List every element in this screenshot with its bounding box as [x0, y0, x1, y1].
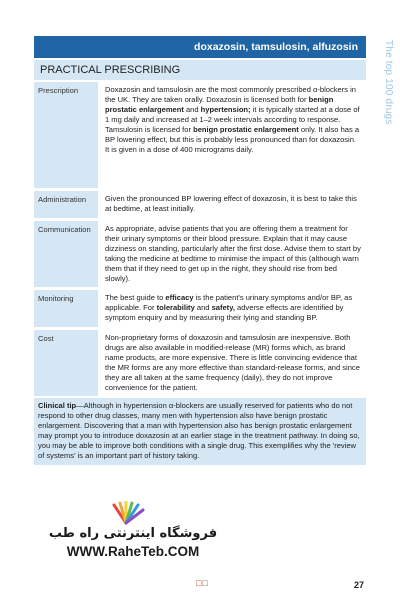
row-content: Given the pronounced BP lowering effect of doxazosin, it is best to take this at bedtime, at least initially.: [101, 191, 366, 218]
row-content: Doxazosin and tamsulosin are the most commonly prescribed α-blockers in the UK. They are taken orally. Doxazosin is licensed both for benign prostatic enlargement and hypertension; it is typically started at a dose of 1 mg daily and increased at 1–2 week intervals according to response. Tamsulosin is licensed for benign prostatic enlargement only. It also has a BP lowering effect, but this is probably less pronounced than for doxazosin. It is given in a dose of 400 micrograms daily.: [101, 82, 366, 188]
row-monitoring: [34, 290, 366, 327]
drug-header: doxazosin, tamsulosin, alfuzosin: [34, 36, 366, 58]
row-label: Administration: [34, 191, 98, 218]
side-running-title: The top 100 drugs: [383, 40, 394, 125]
watermark-store-name: فروشگاه اینترنتی راه طب: [48, 526, 218, 541]
row-content: Non-proprietary forms of doxazosin and tamsulosin are inexpensive. Both drugs are also available in modified-release (MR) forms which, as brand name products, are more expensive. There is little convincing evidence that the MR forms are any more effective than standard-release forms, and since they are all taken at the same frequency (daily), they do not improve convenience for the patient.: [101, 330, 366, 396]
clinical-tip-text: —Although in hypertension α-blockers are usually reserved for patients who do not respond to other drug classes, many men with hypertension also have benign prostatic enlargement. Discovering that a man with hypertension also has benign prostatic enlargement may prompt you to introduce doxazosin at an earlier stage in the treatment pathway. In doing so, you may be able to improve both conditions with a single drug. This exemplifies why the 'review of systems' is an important part of history taking.: [38, 401, 360, 460]
row-content: The best guide to efficacy is the patient's urinary symptoms and/or BP, as applicable. For tolerability and safety, adverse effects are identified by symptom enquiry and by measuring their lying and standing BP.: [101, 290, 366, 327]
watermark-url: WWW.RaheTeb.COM: [66, 544, 200, 559]
row-label: Prescription: [34, 82, 98, 188]
clinical-tip-lead: Clinical tip: [38, 401, 77, 410]
prescribing-table: [34, 82, 366, 399]
row-label: Communication: [34, 221, 98, 287]
clinical-tip: [34, 398, 366, 465]
section-title: PRACTICAL PRESCRIBING: [34, 60, 366, 80]
row-label: Cost: [34, 330, 98, 396]
row-content: As appropriate, advise patients that you are offering them a treatment for their urinary symptoms or their blood pressure. Explain that it may cause dizziness on standing, particularly after the first dose. Advise them to start by taking the medicine at bedtime to minimise the impact of this (although warn them that if they need to get up in the night, they should rise from bed slowly).: [101, 221, 366, 287]
footer-squares: □□: [196, 578, 209, 588]
store-logo-icon: [106, 501, 146, 525]
row-administration: [34, 191, 366, 218]
row-label: Monitoring: [34, 290, 98, 327]
page-number: 27: [354, 580, 365, 590]
row-communication: [34, 221, 366, 287]
row-prescription: [34, 82, 366, 188]
row-cost: [34, 330, 366, 396]
